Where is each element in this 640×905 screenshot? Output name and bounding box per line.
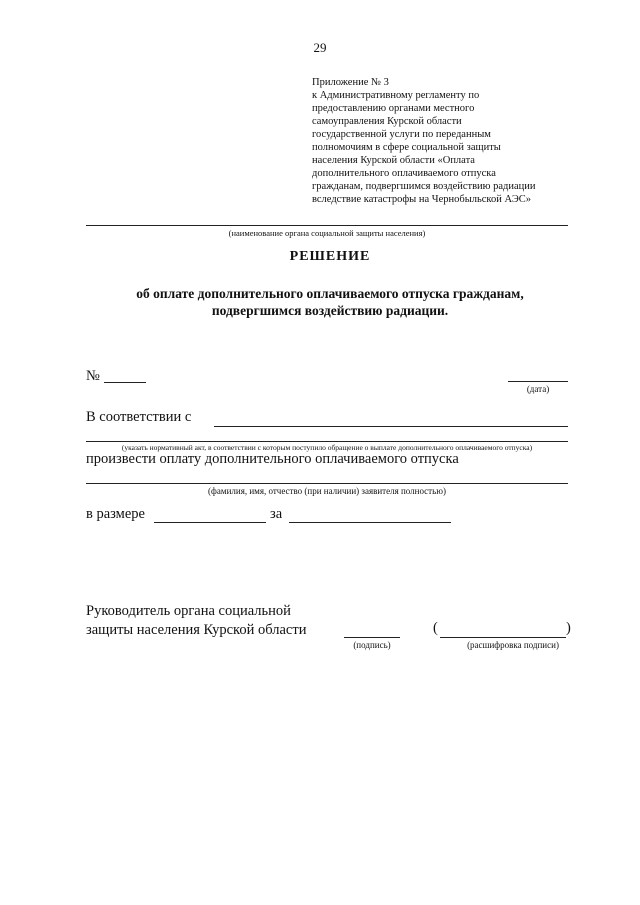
amount-field[interactable] — [154, 522, 266, 523]
decryption-open-paren: ( — [433, 620, 438, 636]
act-line[interactable] — [86, 441, 568, 442]
document-subtitle — [0, 285, 640, 319]
signatory-line-2: защиты населения Курской области — [86, 622, 307, 638]
act-caption: (указать нормативный акт, в соответствии с которым поступило обращение о выплате дополнительного оплачиваемого отпуска) — [121, 443, 533, 452]
appendix-block — [312, 76, 536, 206]
organ-caption: (наименование органа социальной защиты населения) — [228, 228, 426, 238]
for-label: за — [270, 506, 283, 522]
decryption-field[interactable] — [440, 637, 566, 638]
appendix-line: государственной услуги по переданным — [312, 129, 491, 140]
signatory-line-1: Руководитель органа социальной — [86, 603, 291, 619]
appendix-line: к Административному регламенту по — [312, 90, 480, 101]
document-title: РЕШЕНИЕ — [289, 249, 371, 264]
accordance-label: В соответствии с — [86, 409, 192, 425]
signature-field[interactable] — [344, 637, 400, 638]
subtitle-line-2: подвергшимся воздействию радиации. — [211, 303, 449, 318]
signature-caption: (подпись) — [353, 640, 391, 650]
appendix-line: предоставлению органами местного — [312, 103, 475, 114]
appendix-line: самоуправления Курской области — [312, 116, 462, 127]
appendix-line: населения Курской области «Оплата — [312, 155, 475, 166]
accordance-field[interactable] — [214, 426, 568, 427]
organ-name-line[interactable] — [86, 225, 568, 226]
number-field[interactable] — [104, 382, 146, 383]
appendix-line: вследствие катастрофы на Чернобыльской АЭС» — [312, 194, 532, 205]
date-caption: (дата) — [526, 384, 550, 394]
signatory-block — [86, 602, 306, 640]
pay-text: произвести оплату дополнительного оплачиваемого отпуска — [86, 451, 459, 467]
number-label: № — [86, 368, 100, 384]
amount-label: в размере — [86, 506, 145, 522]
decryption-caption: (расшифровка подписи) — [467, 640, 559, 650]
date-field[interactable] — [508, 381, 568, 382]
page-number: 29 — [313, 40, 327, 55]
subtitle-line-1: об оплате дополнительного оплачиваемого отпуска гражданам, — [136, 286, 524, 301]
fio-caption: (фамилия, имя, отчество (при наличии) заявителя полностью) — [208, 486, 446, 496]
period-field[interactable] — [289, 522, 451, 523]
appendix-line: дополнительного оплачиваемого отпуска — [312, 168, 496, 179]
decryption-close-paren: ) — [566, 620, 571, 636]
appendix-line: полномочиям в сфере социальной защиты — [312, 142, 501, 153]
fio-field[interactable] — [86, 483, 568, 484]
appendix-line: Приложение № 3 — [312, 77, 389, 88]
appendix-line: гражданам, подвергшимся воздействию радиации — [312, 181, 536, 192]
